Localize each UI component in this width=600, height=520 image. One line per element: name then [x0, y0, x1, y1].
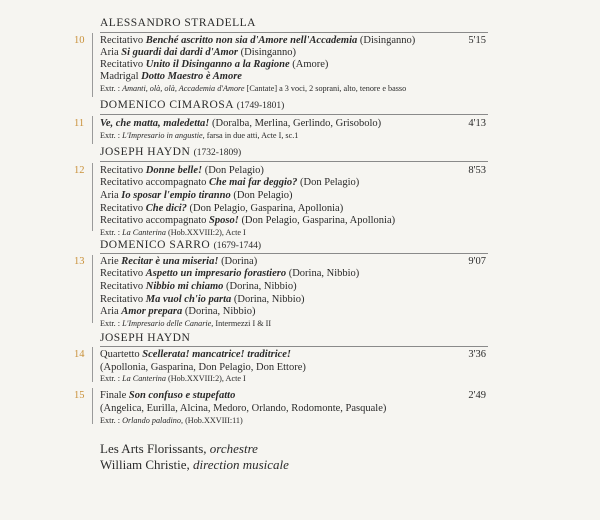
track-line: Recitativo accompagnato Sposo! (Don Pelagio, Gasparina, Apollonia) — [100, 215, 396, 226]
track-line: Recitativo Benché ascritto non sia d'Amore nell'Accademia (Disinganno) — [100, 35, 416, 46]
track-line: Recitativo Aspetto un impresario forastiero (Dorina, Nibbio) — [100, 268, 360, 279]
track-bracket — [92, 255, 93, 323]
section-divider — [100, 32, 488, 33]
track-line: Recitativo Donne belle! (Don Pelagio) — [100, 165, 264, 176]
track-line: Recitativo Nibbio mi chiamo (Dorina, Nibbio) — [100, 281, 297, 292]
track-number: 10 — [74, 35, 85, 46]
track-bracket — [92, 116, 93, 144]
track-extract: Extr. : L'Impresario in angustie, farsa in due atti, Acte I, sc.1 — [100, 131, 299, 140]
section-divider — [100, 114, 488, 115]
section-divider — [100, 253, 488, 254]
track-line: Ve, che matta, maledetta! (Doralba, Merlina, Gerlindo, Grisobolo) — [100, 118, 382, 129]
track-number: 15 — [74, 390, 85, 401]
track-line: Recitativo Che dici? (Don Pelagio, Gasparina, Apollonia) — [100, 203, 344, 214]
track-bracket — [92, 163, 93, 231]
track-line: (Apollonia, Gasparina, Don Pelagio, Don Ettore) — [100, 362, 306, 373]
track-extract: Extr. : Orlando paladino, (Hob.XXVIII:11) — [100, 416, 243, 425]
track-line: Arie Recitar è una miseria! (Dorina) — [100, 256, 258, 267]
track-line: Aria Io sposar l'empio tiranno (Don Pelagio) — [100, 190, 293, 201]
composer-heading: JOSEPH HAYDN — [100, 332, 191, 344]
track-line: Quartetto Scellerata! mancatrice! traditrice! — [100, 349, 292, 360]
credit-conductor: William Christie, direction musicale — [100, 457, 289, 472]
composer-heading: DOMENICO SARRO (1679-1744) — [100, 239, 262, 251]
track-line: Aria Amor prepara (Dorina, Nibbio) — [100, 306, 256, 317]
track-bracket — [92, 347, 93, 382]
track-number: 13 — [74, 256, 85, 267]
section-divider — [100, 161, 488, 162]
track-extract: Extr. : L'Impresario delle Canarie, Intermezzi I & II — [100, 319, 272, 328]
track-duration: 5'15 — [468, 35, 486, 46]
track-number: 14 — [74, 349, 85, 360]
track-line: Recitativo Unito il Disinganno a la Ragione (Amore) — [100, 59, 329, 70]
track-line: Madrigal Dotto Maestro è Amore — [100, 71, 242, 82]
track-number: 11 — [74, 118, 85, 129]
track-line: Recitativo Ma vuol ch'io parta (Dorina, Nibbio) — [100, 294, 305, 305]
track-line: Recitativo accompagnato Che mai far deggio? (Don Pelagio) — [100, 177, 360, 188]
track-extract: Extr. : La Canterina (Hob.XXVIII:2), Acte I — [100, 374, 246, 383]
track-duration: 8'53 — [468, 165, 486, 176]
track-extract: Extr. : Amanti, olà, olà, Accademia d'Amore [Cantate] a 3 voci, 2 soprani, alto, tenore e basso — [100, 84, 407, 93]
track-bracket — [92, 388, 93, 424]
track-duration: 4'13 — [468, 118, 486, 129]
track-number: 12 — [74, 165, 85, 176]
track-extract: Extr. : La Canterina (Hob.XXVIII:2), Acte I — [100, 228, 246, 237]
track-line: Finale Son confuso e stupefatto — [100, 390, 236, 401]
track-line: Aria Si guardi dai dardi d'Amor (Disinganno) — [100, 47, 297, 58]
composer-heading: JOSEPH HAYDN (1732-1809) — [100, 146, 242, 158]
track-duration: 2'49 — [468, 390, 486, 401]
section-divider — [100, 346, 488, 347]
track-duration: 3'36 — [468, 349, 486, 360]
track-bracket — [92, 33, 93, 97]
composer-heading: ALESSANDRO STRADELLA — [100, 17, 256, 29]
credit-orchestra: Les Arts Florissants, orchestre — [100, 441, 258, 456]
track-duration: 9'07 — [468, 256, 486, 267]
composer-heading: DOMENICO CIMAROSA (1749-1801) — [100, 99, 285, 111]
track-line: (Angelica, Eurilla, Alcina, Medoro, Orlando, Rodomonte, Pasquale) — [100, 403, 387, 414]
